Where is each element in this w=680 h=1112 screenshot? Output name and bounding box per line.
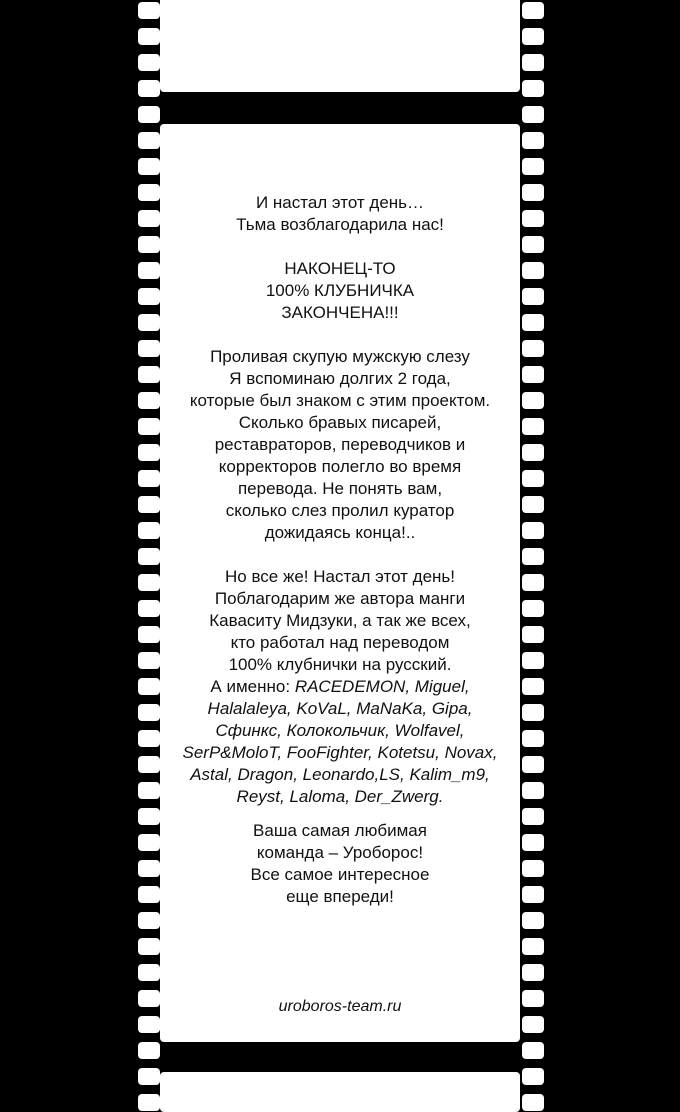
sprocket-hole bbox=[138, 938, 160, 955]
credits-line bbox=[160, 676, 520, 698]
sprocket-hole bbox=[522, 652, 544, 669]
sprocket-hole bbox=[522, 314, 544, 331]
sprocket-hole bbox=[522, 2, 544, 19]
credits-line: Astal, Dragon, Leonardo,LS, Kalim_m9, bbox=[190, 765, 490, 784]
memory-paragraph bbox=[160, 346, 520, 544]
sprocket-hole bbox=[522, 782, 544, 799]
text-line: кто работал над переводом bbox=[230, 633, 450, 652]
sprocket-hole bbox=[138, 1042, 160, 1059]
sprocket-hole bbox=[522, 366, 544, 383]
headline-paragraph bbox=[160, 258, 520, 324]
sprocket-hole bbox=[522, 704, 544, 721]
sprocket-hole bbox=[138, 990, 160, 1007]
sprocket-holes-right bbox=[521, 0, 545, 1100]
closing-paragraph bbox=[160, 820, 520, 908]
sprocket-hole bbox=[522, 262, 544, 279]
text-line: НАКОНЕЦ-ТО bbox=[284, 259, 396, 278]
text-line: Ваша самая любимая bbox=[253, 821, 427, 840]
sprocket-hole bbox=[522, 808, 544, 825]
sprocket-hole bbox=[138, 678, 160, 695]
sprocket-hole bbox=[138, 106, 160, 123]
sprocket-hole bbox=[522, 1068, 544, 1085]
sprocket-hole bbox=[138, 496, 160, 513]
text-line: реставраторов, переводчиков и bbox=[214, 435, 466, 454]
sprocket-hole bbox=[138, 1094, 160, 1111]
sprocket-hole bbox=[138, 808, 160, 825]
sprocket-hole bbox=[522, 912, 544, 929]
film-frame-bottom bbox=[160, 1072, 520, 1112]
sprocket-hole bbox=[138, 886, 160, 903]
text-line: Тьма возблагодарила нас! bbox=[236, 215, 444, 234]
sprocket-hole bbox=[522, 210, 544, 227]
text-line: которые был знаком с этим проектом. bbox=[189, 391, 491, 410]
sprocket-hole bbox=[522, 470, 544, 487]
sprocket-hole bbox=[138, 964, 160, 981]
sprocket-hole bbox=[138, 600, 160, 617]
sprocket-hole bbox=[522, 80, 544, 97]
sprocket-hole bbox=[522, 28, 544, 45]
text-line: Сколько бравых писарей, bbox=[238, 413, 442, 432]
sprocket-hole bbox=[522, 54, 544, 71]
credits-names: RACEDEMON, Miguel, bbox=[294, 677, 470, 696]
sprocket-hole bbox=[522, 340, 544, 357]
text-line: Поблагодарим же автора манги bbox=[214, 589, 466, 608]
site-url[interactable]: uroboros-team.ru bbox=[278, 998, 402, 1015]
sprocket-hole bbox=[522, 886, 544, 903]
sprocket-hole bbox=[522, 600, 544, 617]
sprocket-hole bbox=[522, 574, 544, 591]
sprocket-hole bbox=[138, 626, 160, 643]
text-line: еще впереди! bbox=[286, 887, 394, 906]
sprocket-hole bbox=[138, 782, 160, 799]
sprocket-hole bbox=[138, 288, 160, 305]
sprocket-hole bbox=[138, 236, 160, 253]
sprocket-hole bbox=[522, 496, 544, 513]
sprocket-hole bbox=[138, 314, 160, 331]
sprocket-hole bbox=[138, 574, 160, 591]
sprocket-hole bbox=[138, 444, 160, 461]
intro-paragraph bbox=[160, 192, 520, 236]
sprocket-hole bbox=[138, 28, 160, 45]
sprocket-hole bbox=[138, 2, 160, 19]
sprocket-hole bbox=[522, 184, 544, 201]
text-line: корректоров полегло во время bbox=[218, 457, 462, 476]
sprocket-hole bbox=[522, 964, 544, 981]
sprocket-hole bbox=[138, 834, 160, 851]
text-line: команда – Уроборос! bbox=[256, 843, 424, 862]
film-frame-top bbox=[160, 0, 520, 92]
thanks-paragraph bbox=[160, 566, 520, 808]
sprocket-hole bbox=[138, 210, 160, 227]
sprocket-hole bbox=[138, 1068, 160, 1085]
sprocket-hole bbox=[138, 184, 160, 201]
credits-line: Сфинкс, Колокольчик, Wolfavel, bbox=[215, 721, 465, 740]
credits-line: Reyst, Laloma, Der_Zwerg. bbox=[236, 787, 444, 806]
sprocket-hole bbox=[138, 392, 160, 409]
text-line: сколько слез пролил куратор bbox=[225, 501, 455, 520]
sprocket-hole bbox=[138, 418, 160, 435]
sprocket-hole bbox=[522, 756, 544, 773]
sprocket-hole bbox=[138, 652, 160, 669]
sprocket-hole bbox=[522, 1094, 544, 1111]
sprocket-hole bbox=[138, 366, 160, 383]
sprocket-hole bbox=[138, 1016, 160, 1033]
sprocket-hole bbox=[522, 860, 544, 877]
sprocket-hole bbox=[138, 132, 160, 149]
sprocket-hole bbox=[522, 990, 544, 1007]
sprocket-hole bbox=[138, 340, 160, 357]
sprocket-hole bbox=[522, 1042, 544, 1059]
sprocket-hole bbox=[138, 158, 160, 175]
text-line: 100% КЛУБНИЧКА bbox=[265, 281, 415, 300]
sprocket-hole bbox=[522, 132, 544, 149]
text-line: Но все же! Настал этот день! bbox=[225, 567, 455, 586]
sprocket-hole bbox=[138, 704, 160, 721]
credits-line: SerP&MoloT, FooFighter, Kotetsu, Novax, bbox=[182, 743, 498, 762]
text-line: Каваситу Мидзуки, а так же всех, bbox=[209, 611, 471, 630]
sprocket-hole bbox=[138, 470, 160, 487]
sprocket-hole bbox=[522, 834, 544, 851]
text-line: Проливая скупую мужскую слезу bbox=[210, 347, 470, 366]
sprocket-hole bbox=[138, 522, 160, 539]
sprocket-hole bbox=[522, 418, 544, 435]
sprocket-hole bbox=[522, 678, 544, 695]
sprocket-hole bbox=[522, 158, 544, 175]
text-line: 100% клубнички на русский. bbox=[228, 655, 452, 674]
sprocket-hole bbox=[522, 548, 544, 565]
sprocket-hole bbox=[522, 522, 544, 539]
credits-page bbox=[160, 124, 520, 1042]
text-line: ЗАКОНЧЕНА!!! bbox=[281, 303, 399, 322]
sprocket-hole bbox=[522, 392, 544, 409]
sprocket-hole bbox=[522, 730, 544, 747]
sprocket-hole bbox=[522, 236, 544, 253]
sprocket-hole bbox=[522, 444, 544, 461]
sprocket-hole bbox=[522, 1016, 544, 1033]
sprocket-hole bbox=[138, 54, 160, 71]
sprocket-hole bbox=[138, 860, 160, 877]
sprocket-hole bbox=[522, 106, 544, 123]
sprocket-hole bbox=[138, 548, 160, 565]
sprocket-hole bbox=[138, 756, 160, 773]
sprocket-hole bbox=[138, 80, 160, 97]
sprocket-hole bbox=[138, 912, 160, 929]
text-line: Все самое интересное bbox=[250, 865, 430, 884]
text-line: перевода. Не понять вам, bbox=[237, 479, 443, 498]
credits-lead: А именно: bbox=[210, 677, 295, 696]
sprocket-hole bbox=[138, 730, 160, 747]
sprocket-hole bbox=[522, 626, 544, 643]
sprocket-hole bbox=[522, 938, 544, 955]
text-line: И настал этот день… bbox=[255, 193, 425, 212]
text-line: Я вспоминаю долгих 2 года, bbox=[229, 369, 451, 388]
credits-line: Halalaleya, KoVaL, MaNaKa, Gipa, bbox=[207, 699, 473, 718]
text-line: дожидаясь конца!.. bbox=[264, 523, 416, 542]
sprocket-hole bbox=[522, 288, 544, 305]
sprocket-holes-left bbox=[137, 0, 161, 1100]
sprocket-hole bbox=[138, 262, 160, 279]
